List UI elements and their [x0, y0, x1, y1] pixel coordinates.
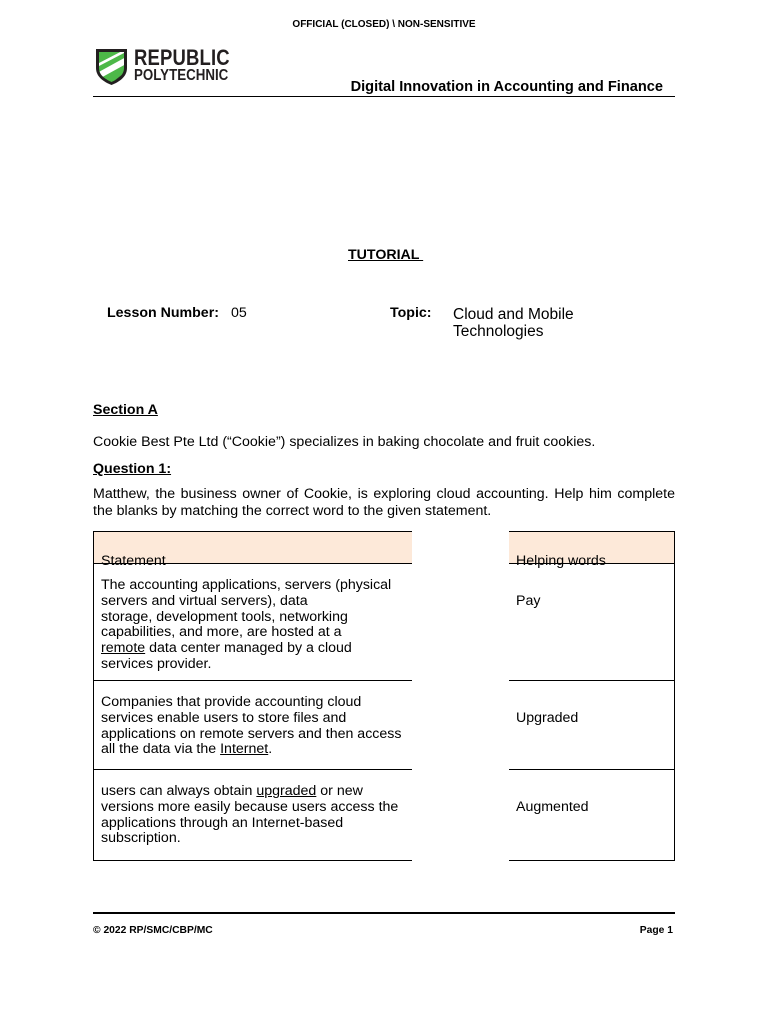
- question-heading: Question 1:: [93, 461, 172, 477]
- helping-word: Pay: [516, 592, 541, 609]
- statement-header-label: Statement: [101, 552, 166, 569]
- republic-polytechnic-shield-icon: [95, 48, 128, 86]
- question-text: Matthew, the business owner of Cookie, is exploring cloud accounting. Help him complete the blanks by matching the correct word to the given statement.: [93, 486, 675, 519]
- footer-copyright: © 2022 RP/SMC/CBP/MC: [93, 925, 213, 936]
- helping-word: Upgraded: [516, 709, 579, 726]
- logo-text-polytechnic: POLYTECHNIC: [134, 67, 229, 84]
- footer-divider: [93, 912, 675, 914]
- matching-table: [93, 531, 675, 861]
- statement-text-after: .: [268, 741, 273, 758]
- statement-underlined-term: Internet: [220, 741, 269, 758]
- statement-header-cell: [93, 531, 412, 569]
- statement-cell: [93, 681, 412, 770]
- statement-text-before: Companies that provide accounting cloud services enable users to store files and applications on remote servers and then access all the data via the: [101, 694, 402, 758]
- statement-text-before: The accounting applications, servers (physical servers and virtual servers), data storage, development tools, networking capabilities, and more, are hosted at a: [101, 577, 392, 641]
- course-title: Digital Innovation in Accounting and Finance: [350, 79, 663, 95]
- statement-underlined-term: remote: [101, 640, 146, 657]
- document-title: TUTORIAL: [348, 247, 424, 263]
- statement-text-after: or new versions more easily because users access the applications through an Internet-based subscription.: [101, 783, 399, 847]
- statement-cell: [93, 564, 412, 681]
- helping-word-cell: [509, 770, 675, 861]
- helping-word-cell: [509, 681, 675, 770]
- statement-text-before: users can always obtain: [101, 783, 257, 799]
- statement-cell: [93, 770, 412, 861]
- lesson-number-label: Lesson Number:: [107, 305, 219, 321]
- section-heading: Section A: [93, 402, 158, 418]
- helping-word: Augmented: [516, 798, 589, 815]
- topic-value: Cloud and Mobile Technologies: [453, 306, 574, 340]
- helping-words-header-label: Helping words: [516, 552, 606, 569]
- statement-text-after: data center managed by a cloud services provider.: [101, 640, 352, 672]
- statement-underlined-term: upgraded: [256, 783, 317, 799]
- footer-page-number: Page 1: [639, 925, 673, 936]
- classification-label: OFFICIAL (CLOSED) \ NON-SENSITIVE: [292, 19, 476, 30]
- helping-words-header-cell: [509, 531, 675, 569]
- lesson-number-value: 05: [231, 305, 247, 321]
- topic-label: Topic:: [390, 305, 432, 321]
- header-divider: [93, 96, 675, 97]
- section-intro: Cookie Best Pte Ltd (“Cookie”) specializes in baking chocolate and fruit cookies.: [93, 434, 596, 450]
- logo-text-republic: REPUBLIC: [134, 45, 230, 70]
- helping-word-cell: [509, 564, 675, 681]
